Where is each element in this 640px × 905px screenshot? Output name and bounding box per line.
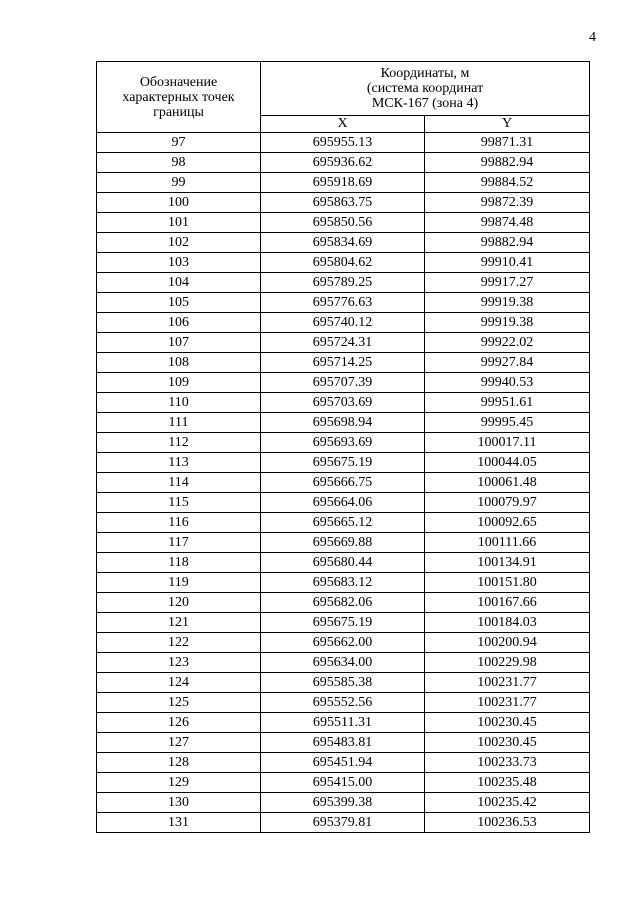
- x-cell: 695936.62: [261, 153, 425, 173]
- table-row: [97, 693, 590, 713]
- point-id-cell: 127: [97, 733, 261, 753]
- x-cell: 695483.81: [261, 733, 425, 753]
- table-row: [97, 633, 590, 653]
- point-header-line: границы: [153, 104, 204, 120]
- table-row: [97, 493, 590, 513]
- point-id-cell: 110: [97, 393, 261, 413]
- coords-header-line: (система координат: [366, 80, 484, 96]
- table-row: [97, 473, 590, 493]
- y-cell: 99882.94: [425, 233, 590, 253]
- table-row: [97, 153, 590, 173]
- point-id-cell: 120: [97, 593, 261, 613]
- point-id-cell: 116: [97, 513, 261, 533]
- x-cell: 695789.25: [261, 273, 425, 293]
- point-id-cell: 107: [97, 333, 261, 353]
- point-id-cell: 102: [97, 233, 261, 253]
- x-cell: 695669.88: [261, 533, 425, 553]
- y-cell: 99917.27: [425, 273, 590, 293]
- table-row: [97, 553, 590, 573]
- x-cell: 695682.06: [261, 593, 425, 613]
- table-row: [97, 193, 590, 213]
- point-id-cell: 111: [97, 413, 261, 433]
- y-cell: 99951.61: [425, 393, 590, 413]
- table-row: [97, 673, 590, 693]
- y-cell: 100151.80: [425, 573, 590, 593]
- x-cell: 695675.19: [261, 453, 425, 473]
- x-cell: 695850.56: [261, 213, 425, 233]
- point-id-cell: 112: [97, 433, 261, 453]
- point-id-cell: 109: [97, 373, 261, 393]
- y-cell: 100235.48: [425, 773, 590, 793]
- x-cell: 695451.94: [261, 753, 425, 773]
- point-id-cell: 123: [97, 653, 261, 673]
- table-row: [97, 333, 590, 353]
- y-cell: 100235.42: [425, 793, 590, 813]
- table-row: [97, 313, 590, 333]
- point-id-cell: 108: [97, 353, 261, 373]
- table-row: [97, 793, 590, 813]
- x-cell: 695662.00: [261, 633, 425, 653]
- table-body: [97, 133, 590, 833]
- table-row: [97, 733, 590, 753]
- point-id-cell: 124: [97, 673, 261, 693]
- table-row: [97, 653, 590, 673]
- y-cell: 99927.84: [425, 353, 590, 373]
- table-row: [97, 593, 590, 613]
- point-column-header: [97, 62, 261, 133]
- x-cell: 695680.44: [261, 553, 425, 573]
- y-cell: 100231.77: [425, 693, 590, 713]
- point-id-cell: 113: [97, 453, 261, 473]
- point-id-cell: 129: [97, 773, 261, 793]
- x-cell: 695724.31: [261, 333, 425, 353]
- point-id-cell: 130: [97, 793, 261, 813]
- point-id-cell: 104: [97, 273, 261, 293]
- table-row: [97, 133, 590, 153]
- point-id-cell: 118: [97, 553, 261, 573]
- y-cell: 99919.38: [425, 313, 590, 333]
- x-cell: 695955.13: [261, 133, 425, 153]
- y-cell: 100092.65: [425, 513, 590, 533]
- point-id-cell: 101: [97, 213, 261, 233]
- y-cell: 99882.94: [425, 153, 590, 173]
- y-cell: 99910.41: [425, 253, 590, 273]
- table-row: [97, 753, 590, 773]
- y-cell: 100017.11: [425, 433, 590, 453]
- point-id-cell: 98: [97, 153, 261, 173]
- table-row: [97, 573, 590, 593]
- point-id-cell: 119: [97, 573, 261, 593]
- point-id-cell: 105: [97, 293, 261, 313]
- x-cell: 695703.69: [261, 393, 425, 413]
- x-cell: 695415.00: [261, 773, 425, 793]
- table-row: [97, 513, 590, 533]
- x-cell: 695834.69: [261, 233, 425, 253]
- point-header-line: характерных точек: [122, 89, 235, 105]
- table-row: [97, 613, 590, 633]
- y-cell: 99872.39: [425, 193, 590, 213]
- y-cell: 99940.53: [425, 373, 590, 393]
- y-cell: 100079.97: [425, 493, 590, 513]
- x-cell: 695683.12: [261, 573, 425, 593]
- y-cell: 100184.03: [425, 613, 590, 633]
- y-cell: 99922.02: [425, 333, 590, 353]
- x-cell: 695776.63: [261, 293, 425, 313]
- y-cell: 100233.73: [425, 753, 590, 773]
- table-row: [97, 233, 590, 253]
- y-cell: 99995.45: [425, 413, 590, 433]
- x-cell: 695665.12: [261, 513, 425, 533]
- table-row: [97, 773, 590, 793]
- x-cell: 695863.75: [261, 193, 425, 213]
- y-header: Y: [425, 115, 590, 132]
- x-cell: 695511.31: [261, 713, 425, 733]
- table-row: [97, 453, 590, 473]
- y-cell: 100236.53: [425, 813, 590, 833]
- table-row: [97, 533, 590, 553]
- y-cell: 100200.94: [425, 633, 590, 653]
- table-row: [97, 373, 590, 393]
- y-cell: 99874.48: [425, 213, 590, 233]
- y-cell: 100229.98: [425, 653, 590, 673]
- x-cell: 695552.56: [261, 693, 425, 713]
- y-cell: 100134.91: [425, 553, 590, 573]
- table-row: [97, 173, 590, 193]
- point-id-cell: 122: [97, 633, 261, 653]
- x-cell: 695634.00: [261, 653, 425, 673]
- point-id-cell: 117: [97, 533, 261, 553]
- x-cell: 695714.25: [261, 353, 425, 373]
- table-row: [97, 273, 590, 293]
- point-id-cell: 114: [97, 473, 261, 493]
- point-id-cell: 100: [97, 193, 261, 213]
- y-cell: 99919.38: [425, 293, 590, 313]
- table-row: [97, 413, 590, 433]
- y-cell: 100044.05: [425, 453, 590, 473]
- point-id-cell: 106: [97, 313, 261, 333]
- y-cell: 99884.52: [425, 173, 590, 193]
- y-cell: 100061.48: [425, 473, 590, 493]
- x-cell: 695698.94: [261, 413, 425, 433]
- point-id-cell: 125: [97, 693, 261, 713]
- y-cell: 99871.31: [425, 133, 590, 153]
- coordinates-header: [261, 62, 590, 116]
- point-header-line: Обозначение: [139, 74, 218, 90]
- x-cell: 695693.69: [261, 433, 425, 453]
- y-cell: 100231.77: [425, 673, 590, 693]
- x-cell: 695664.06: [261, 493, 425, 513]
- point-id-cell: 103: [97, 253, 261, 273]
- x-header: X: [261, 115, 425, 132]
- point-id-cell: 115: [97, 493, 261, 513]
- x-cell: 695804.62: [261, 253, 425, 273]
- table-row: [97, 393, 590, 413]
- x-cell: 695585.38: [261, 673, 425, 693]
- x-cell: 695740.12: [261, 313, 425, 333]
- point-id-cell: 128: [97, 753, 261, 773]
- x-cell: 695675.19: [261, 613, 425, 633]
- point-id-cell: 126: [97, 713, 261, 733]
- coords-header-line: Координаты, м: [380, 65, 470, 81]
- table-row: [97, 433, 590, 453]
- x-cell: 695918.69: [261, 173, 425, 193]
- y-cell: 100230.45: [425, 733, 590, 753]
- y-cell: 100111.66: [425, 533, 590, 553]
- point-id-cell: 131: [97, 813, 261, 833]
- table-row: [97, 713, 590, 733]
- x-cell: 695666.75: [261, 473, 425, 493]
- y-cell: 100167.66: [425, 593, 590, 613]
- table-row: [97, 813, 590, 833]
- table-row: [97, 253, 590, 273]
- point-id-cell: 97: [97, 133, 261, 153]
- x-cell: 695379.81: [261, 813, 425, 833]
- point-id-cell: 121: [97, 613, 261, 633]
- table-row: [97, 353, 590, 373]
- table-row: [97, 213, 590, 233]
- coordinates-table: [96, 61, 590, 833]
- table-row: [97, 293, 590, 313]
- x-cell: 695399.38: [261, 793, 425, 813]
- point-id-cell: 99: [97, 173, 261, 193]
- x-cell: 695707.39: [261, 373, 425, 393]
- page-number: 4: [589, 30, 596, 45]
- y-cell: 100230.45: [425, 713, 590, 733]
- coords-header-line: МСК-167 (зона 4): [371, 95, 479, 111]
